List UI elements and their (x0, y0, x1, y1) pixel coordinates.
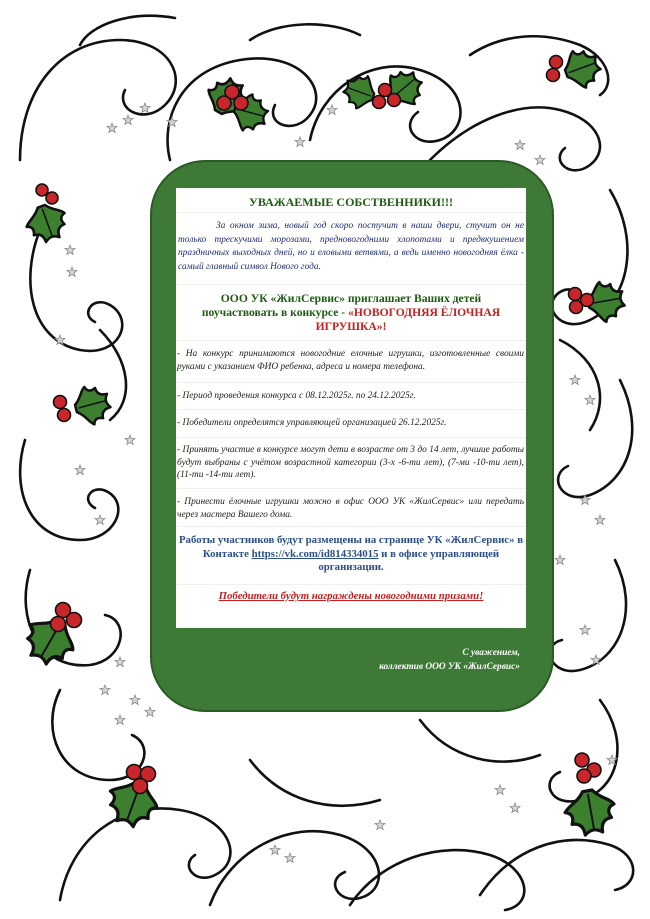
results-info (176, 534, 526, 575)
rule-item: - Период проведения конкурса с 08.12.2025г. по 24.12.2025г. (177, 391, 416, 401)
signature-block (379, 646, 520, 674)
intro-paragraph: За окном зима, новый год скоро постучит в наши двери, стучит он не только трескучими морозами, предновогодними хлопотами и предвкушением праздничных выходных дней, но и еловыми ветвями, а ведь именно новогодняя ёлка - самый главный символ Нового года. (178, 221, 524, 272)
results-text-end: и в офисе управляющей организации. (318, 547, 500, 573)
notice-title: УВАЖАЕМЫЕ СОБСТВЕННИКИ!!! (249, 195, 453, 209)
divider (176, 284, 526, 285)
rule-item: - Победители определятся управляющей организацией 26.12.2025г. (177, 418, 447, 428)
invite-text: поучаствовать в конкурсе - (201, 306, 349, 319)
results-text: Работы участников будут размещены на странице УК «ЖилСервис» в Контакте (178, 534, 524, 560)
divider (176, 382, 526, 383)
contest-invitation (176, 292, 526, 334)
divider (176, 526, 526, 527)
signature-greeting: С уважением, (462, 648, 520, 658)
rule-item: - Принять участие в конкурсе могут дети в возрасте от 3 до 14 лет, лучшие работы будут выбраны с учётом возрастной категории (3-х -6-ти лет), (7-ми -10-ти лет), (11-ти -14-ти лет). (177, 445, 524, 480)
contest-name: «НОВОГОДНЯЯ ЁЛОЧНАЯ ИГРУШКА»! (315, 306, 501, 333)
divider (176, 340, 526, 341)
rule-item: - Принести ёлочные игрушки можно в офис ООО УК «ЖилСервис» или передать через мастера Вашего дома. (177, 497, 524, 520)
prize-announcement: Победители будут награждены новогодними призами! (218, 590, 484, 602)
divider (176, 212, 526, 213)
vk-link[interactable]: https://vk.com/id814334015 (251, 547, 379, 560)
rule-item: - На конкурс принимаются новогодние елочные игрушки, изготовленные своими руками с указанием ФИО ребенка, адреса и номера телефона. (177, 349, 524, 372)
invite-line-2 (176, 306, 526, 334)
divider (176, 584, 526, 585)
divider (176, 488, 526, 489)
notice-sheet (176, 188, 526, 628)
invite-line-1: ООО УК «ЖилСервис» приглашает Ваших детей (220, 292, 482, 305)
divider (176, 409, 526, 410)
divider (176, 437, 526, 438)
signature-company: коллектив ООО УК «ЖилСервис» (379, 662, 520, 672)
